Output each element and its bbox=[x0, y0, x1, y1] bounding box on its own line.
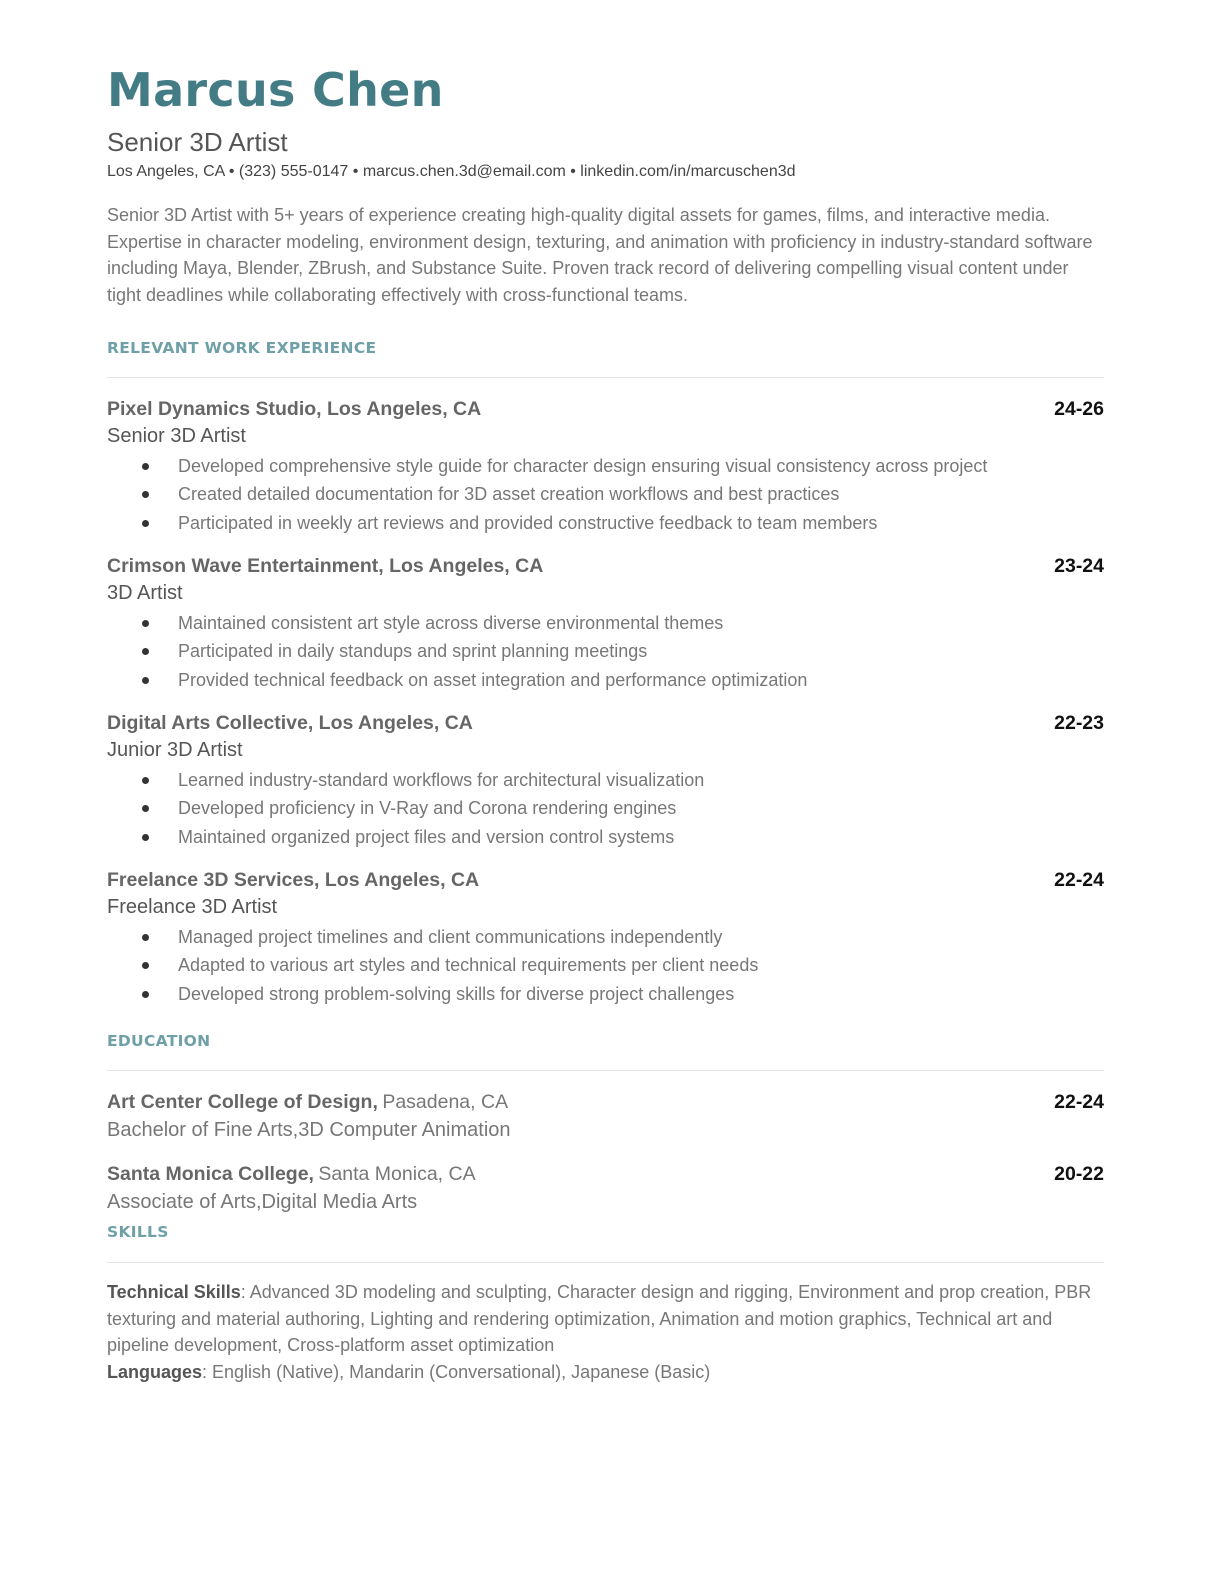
list-item: Developed proficiency in V-Ray and Corona rendering engines bbox=[107, 794, 1104, 822]
technical-skills-label: Technical Skills bbox=[107, 1282, 241, 1302]
job-header bbox=[107, 710, 1104, 736]
job-header bbox=[107, 553, 1104, 579]
bullet-icon bbox=[142, 648, 149, 655]
bullet-icon bbox=[142, 677, 149, 684]
technical-skills bbox=[107, 1279, 1107, 1359]
list-item: Maintained organized project files and version control systems bbox=[107, 823, 1104, 851]
job-role: Senior 3D Artist bbox=[107, 425, 246, 447]
skills-section-heading: SKILLS bbox=[107, 1223, 169, 1241]
job-header bbox=[107, 867, 1104, 893]
education-dates: 20-22 bbox=[1054, 1163, 1104, 1185]
bullet-icon bbox=[142, 834, 149, 841]
list-item: Created detailed documentation for 3D asset creation workflows and best practices bbox=[107, 480, 1104, 508]
education-header bbox=[107, 1160, 1104, 1188]
job-dates: 23-24 bbox=[1054, 555, 1104, 577]
job-bullets bbox=[107, 609, 1104, 694]
bullet-icon bbox=[142, 777, 149, 784]
degree: Bachelor of Fine Arts,3D Computer Animation bbox=[107, 1119, 511, 1141]
job-dates: 22-23 bbox=[1054, 712, 1104, 734]
resume-header bbox=[107, 62, 796, 183]
bullet-icon bbox=[142, 805, 149, 812]
job-company: Pixel Dynamics Studio, Los Angeles, CA bbox=[107, 398, 482, 420]
education-dates: 22-24 bbox=[1054, 1091, 1104, 1113]
job-role: 3D Artist bbox=[107, 582, 183, 604]
job-company: Digital Arts Collective, Los Angeles, CA bbox=[107, 712, 473, 734]
list-item: Learned industry-standard workflows for architectural visualization bbox=[107, 766, 1104, 794]
education-entry bbox=[107, 1088, 1104, 1145]
job-bullets bbox=[107, 452, 1104, 537]
bullet-icon bbox=[142, 463, 149, 470]
list-item: Developed strong problem-solving skills for diverse project challenges bbox=[107, 980, 1104, 1008]
professional-summary: Senior 3D Artist with 5+ years of experience creating high-quality digital assets for games, films, and interactive media. Expertise in character modeling, environment design, texturing, and animation with proficiency in industry-standard software including Maya, Blender, ZBrush, and Substance Suite. Proven track record of delivering compelling visual content under tight deadlines while collaborating effectively with cross-functional teams. bbox=[107, 205, 1093, 306]
bullet-icon bbox=[142, 491, 149, 498]
list-item: Adapted to various art styles and technical requirements per client needs bbox=[107, 951, 1104, 979]
job-dates: 24-26 bbox=[1054, 398, 1104, 420]
languages-text: : English (Native), Mandarin (Conversational), Japanese (Basic) bbox=[202, 1362, 711, 1382]
school-name: Santa Monica College, bbox=[107, 1163, 314, 1185]
list-item: Participated in daily standups and sprint planning meetings bbox=[107, 637, 1104, 665]
job-entry bbox=[107, 867, 1104, 1008]
education-section-heading: EDUCATION bbox=[107, 1032, 211, 1050]
experience-divider bbox=[107, 377, 1104, 378]
list-item: Developed comprehensive style guide for character design ensuring visual consistency across project bbox=[107, 452, 1104, 480]
bullet-icon bbox=[142, 934, 149, 941]
list-item: Participated in weekly art reviews and provided constructive feedback to team members bbox=[107, 509, 1104, 537]
candidate-name: Marcus Chen bbox=[107, 63, 444, 117]
job-dates: 22-24 bbox=[1054, 869, 1104, 891]
job-entry bbox=[107, 396, 1104, 537]
list-item: Provided technical feedback on asset integration and performance optimization bbox=[107, 666, 1104, 694]
school-location: Santa Monica, CA bbox=[318, 1163, 476, 1185]
degree: Associate of Arts,Digital Media Arts bbox=[107, 1191, 418, 1213]
job-bullets bbox=[107, 923, 1104, 1008]
candidate-title: Senior 3D Artist bbox=[107, 127, 288, 157]
job-role: Freelance 3D Artist bbox=[107, 896, 278, 918]
bullet-icon bbox=[142, 520, 149, 527]
skills-divider bbox=[107, 1262, 1104, 1263]
job-entry bbox=[107, 553, 1104, 694]
education-entry bbox=[107, 1160, 1104, 1217]
bullet-icon bbox=[142, 962, 149, 969]
bullet-icon bbox=[142, 620, 149, 627]
school-location: Pasadena, CA bbox=[382, 1091, 509, 1113]
school-name: Art Center College of Design, bbox=[107, 1091, 378, 1113]
job-entry bbox=[107, 710, 1104, 851]
experience-section-heading: RELEVANT WORK EXPERIENCE bbox=[107, 339, 377, 357]
languages bbox=[107, 1359, 1107, 1386]
contact-line: Los Angeles, CA • (323) 555-0147 • marcus.chen.3d@email.com • linkedin.com/in/marcuschen3d bbox=[107, 163, 796, 180]
education-header bbox=[107, 1088, 1104, 1116]
job-company: Crimson Wave Entertainment, Los Angeles, CA bbox=[107, 555, 544, 577]
job-company: Freelance 3D Services, Los Angeles, CA bbox=[107, 869, 480, 891]
list-item: Managed project timelines and client communications independently bbox=[107, 923, 1104, 951]
job-bullets bbox=[107, 766, 1104, 851]
bullet-icon bbox=[142, 991, 149, 998]
job-role: Junior 3D Artist bbox=[107, 739, 243, 761]
languages-label: Languages bbox=[107, 1362, 203, 1382]
job-header bbox=[107, 396, 1104, 422]
technical-skills-text: : Advanced 3D modeling and sculpting, Character design and rigging, Environment and prop creation, PBR texturing and material authoring, Lighting and rendering optimization, Animation and motion graphics, Technical art and pipeline development, Cross-platform asset optimization bbox=[107, 1282, 1092, 1356]
education-divider bbox=[107, 1070, 1104, 1071]
list-item: Maintained consistent art style across diverse environmental themes bbox=[107, 609, 1104, 637]
